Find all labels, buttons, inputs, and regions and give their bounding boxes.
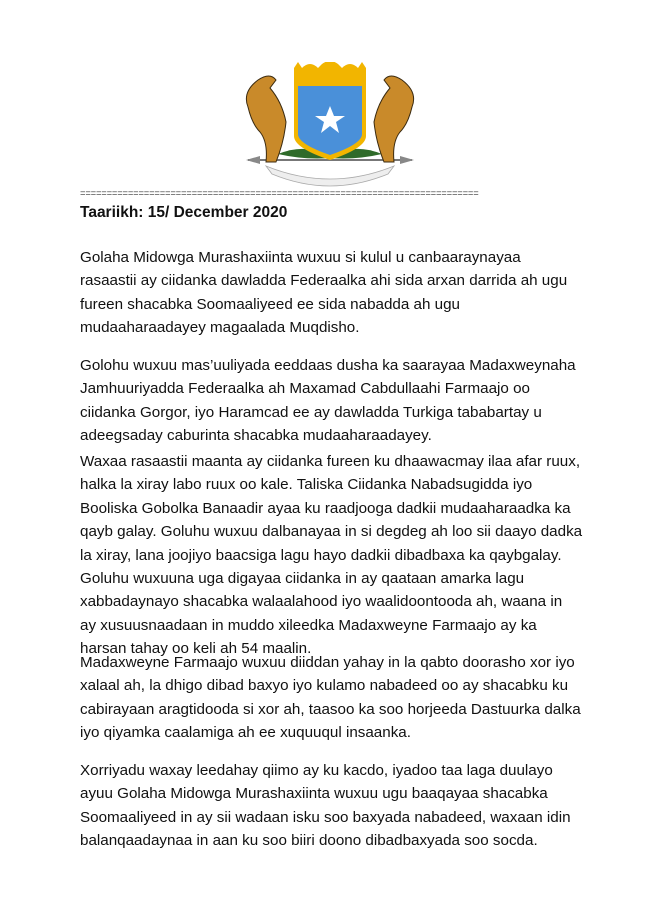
text-line: balanqaadaynaa in aan ku soo biiri doono dibadbaxyada soo socda.: [80, 832, 538, 850]
coat-of-arms-emblem: [218, 62, 442, 192]
paragraph-2: [80, 354, 576, 448]
text-line: xabbadaynayo shacabka walaalahood iyo waalidoontooda ah, waana in: [80, 593, 563, 611]
text-line: mudaaharaadayey magaalada Muqdisho.: [80, 319, 360, 337]
leopard-right: [374, 76, 414, 162]
text-line: adeegsaday caburinta shacabka mudaaharaadayey.: [80, 427, 432, 445]
text-line: la xiray, lana joojiyo baacsiga lagu hayo dadkii dibadbaxa ka qaybgalay.: [80, 546, 562, 564]
text-line: halka la xiray labo ruux oo kale. Taliska Ciidanka Nabadsugidda iyo: [80, 476, 533, 494]
text-line: qayb galay. Goluhu wuxuu dalbanayaa in si degdeg ah loo sii daayo dadka: [80, 523, 583, 541]
text-line: Jamhuuriyadda Federaalka ah Maxamad Cabdullaahi Farmaajo oo: [80, 380, 530, 398]
text-line: xalaal ah, la dhigo dibad baxyo iyo kulamo nabadeed oo ay shacabku ku: [80, 677, 569, 695]
text-line: ayuu Golaha Midowga Murashaxiinta wuxuu ugu baaqayaa shacabka: [80, 785, 548, 803]
text-line: rasaastii ay ciidanka dawladda Federaalka ahi sida arxan darrida ah ugu: [80, 272, 568, 290]
text-line: Soomaaliyeed in ay sii wadaan isku soo baxyada nabadeed, waxaan idin: [80, 808, 571, 826]
text-line: cabirayaan aragtidooda si xor ah, taasoo ka soo horjeeda Dastuurka dalka: [80, 700, 581, 718]
text-line: Xorriyadu waxay leedahay qiimo ay ku kacdo, iyadoo taa laga duulayo: [80, 762, 553, 779]
leopard-left: [246, 76, 286, 162]
paragraph-5: [80, 759, 571, 853]
text-line: iyo qiyamka caalamiga ah ee xuquuqul insaanka.: [80, 724, 411, 742]
text-line: Golohu wuxuu mas’uuliyada eeddaas dusha ka saarayaa Madaxweynaha: [80, 357, 576, 374]
text-line: Goluhu wuxuuna uga digayaa ciidanka in ay qaataan amarka lagu: [80, 569, 525, 587]
separator-line: ===========================================================================: [80, 188, 479, 199]
text-line: ciidanka Gorgor, iyo Haramcad ee ay dawladda Turkiga tababartay u: [80, 403, 542, 421]
text-line: Golaha Midowga Murashaxiinta wuxuu si kulul u canbaaraynayaa: [80, 249, 521, 266]
text-line: fureen shacabka Soomaaliyeed ee sida nabadda ah ugu: [80, 295, 460, 313]
paragraph-3: [80, 450, 582, 661]
document-date: Taariikh: 15/ December 2020: [80, 204, 288, 221]
text-line: Booliska Gobolka Banaadir ayaa ku raadjooga dadkii mudaaharaadka ka: [80, 499, 571, 517]
text-line: Waxaa rasaastii maanta ay ciidanka fureen ku dhaawacmay ilaa afar ruux,: [80, 453, 581, 470]
text-line: harsan tahay oo keli ah 54 maalin.: [80, 640, 312, 658]
text-line: Madaxweyne Farmaajo wuxuu diiddan yahay in la qabto doorasho xor iyo: [80, 654, 575, 671]
paragraph-1: [80, 246, 567, 340]
paragraph-4: [80, 651, 581, 745]
text-line: ay xusuusnaadaan in muddo xileedka Madaxweyne Farmaajo ay ka: [80, 616, 537, 634]
